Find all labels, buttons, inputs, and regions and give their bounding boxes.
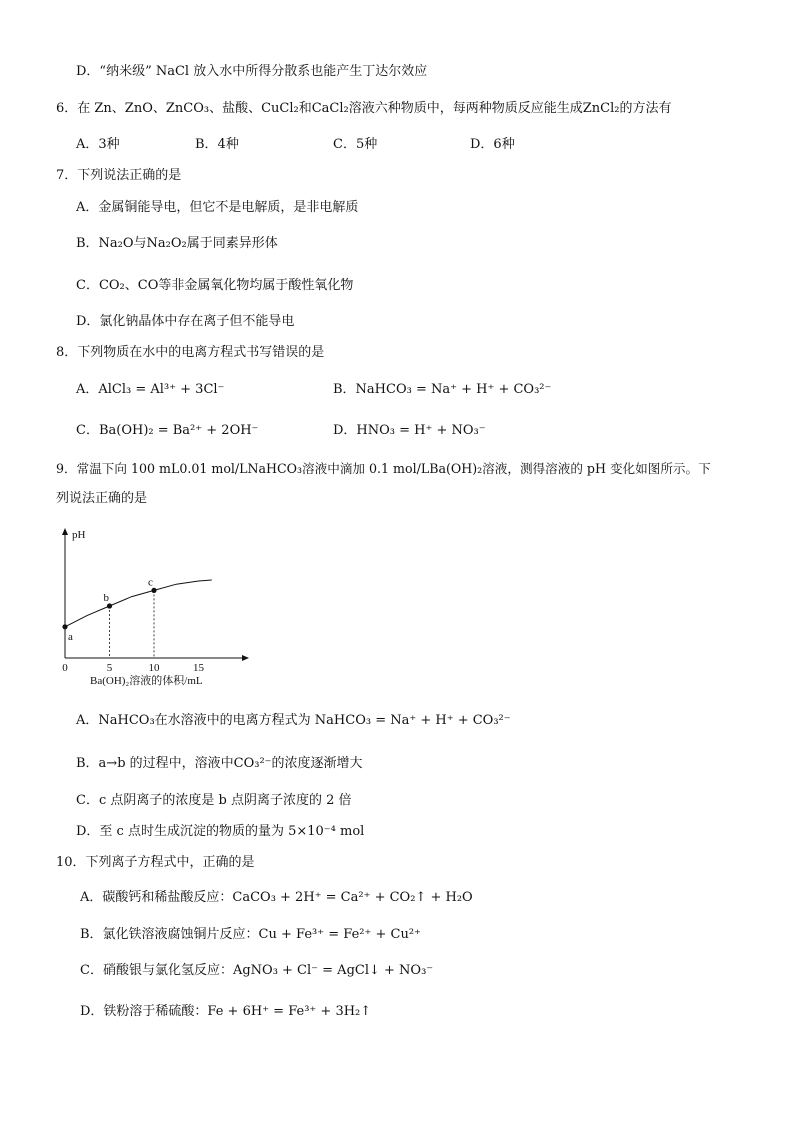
q9-option-c: C．c 点阴离子的浓度是 b 点阴离子浓度的 2 倍 bbox=[76, 793, 352, 808]
x-axis-label: Ba(OH)₂溶液的体积/mL bbox=[90, 675, 203, 687]
point-c bbox=[151, 588, 156, 593]
q8-option-d: D．HNO₃ = H⁺ + NO₃⁻ bbox=[333, 423, 486, 438]
point-label-a: a bbox=[68, 630, 73, 643]
point-label-b: b bbox=[103, 592, 109, 604]
q8-stem: 8．下列物质在水中的电离方程式书写错误的是 bbox=[56, 345, 325, 360]
point-label-c: c bbox=[148, 576, 153, 589]
q9-stem-line2: 列说法正确的是 bbox=[56, 491, 148, 506]
q9-stem-line1: 9．常温下向 100 mL0.01 mol/LNaHCO₃溶液中滴加 0.1 mol/LBa(OH)₂溶液，测得溶液的 pH 变化如图所示。下 bbox=[56, 461, 711, 476]
x-tick-label: 0 bbox=[62, 662, 68, 674]
q6-option-b: B．4种 bbox=[195, 137, 239, 152]
x-tick-label: 10 bbox=[148, 662, 160, 674]
q6-option-a: A．3种 bbox=[76, 137, 120, 152]
q5-option-d: D．“纳米级” NaCl 放入水中所得分散系也能产生丁达尔效应 bbox=[76, 64, 428, 79]
q7-option-b: B．Na₂O与Na₂O₂属于同素异形体 bbox=[76, 236, 278, 251]
q10-option-b: B．氯化铁溶液腐蚀铜片反应：Cu + Fe³⁺ = Fe²⁺ + Cu²⁺ bbox=[80, 927, 421, 942]
ph-curve bbox=[65, 580, 212, 627]
ph-titration-graph bbox=[56, 524, 266, 690]
q10-option-a: A．碳酸钙和稀盐酸反应：CaCO₃ + 2H⁺ = Ca²⁺ + CO₂↑ + H₂O bbox=[80, 890, 473, 905]
q10-stem: 10．下列离子方程式中，正确的是 bbox=[56, 855, 255, 870]
y-axis-label: pH bbox=[72, 529, 86, 541]
q9-option-d: D．至 c 点时生成沉淀的物质的量为 5×10⁻⁴ mol bbox=[76, 824, 365, 839]
q7-option-a: A．金属铜能导电，但它不是电解质，是非电解质 bbox=[76, 200, 359, 215]
q7-option-d: D．氯化钠晶体中存在离子但不能导电 bbox=[76, 314, 295, 329]
q8-option-c: C．Ba(OH)₂ = Ba²⁺ + 2OH⁻ bbox=[76, 423, 259, 438]
q7-option-c: C．CO₂、CO等非金属氧化物均属于酸性氧化物 bbox=[76, 278, 354, 293]
q7-stem: 7．下列说法正确的是 bbox=[56, 168, 182, 183]
point-b bbox=[107, 603, 112, 608]
q9-option-b: B．a→b 的过程中，溶液中CO₃²⁻的浓度逐渐增大 bbox=[76, 756, 363, 771]
x-tick-label: 5 bbox=[106, 662, 113, 674]
q6-option-c: C．5种 bbox=[333, 137, 378, 152]
q9-option-a: A．NaHCO₃在水溶液中的电离方程式为 NaHCO₃ = Na⁺ + H⁺ + CO₃²⁻ bbox=[76, 713, 511, 728]
q6-stem: 6．在 Zn、ZnO、ZnCO₃、盐酸、CuCl₂和CaCl₂溶液六种物质中，每两种物质反应能生成ZnCl₂的方法有 bbox=[56, 101, 672, 116]
x-tick-label: 15 bbox=[193, 662, 204, 674]
q8-option-b: B．NaHCO₃ = Na⁺ + H⁺ + CO₃²⁻ bbox=[333, 382, 552, 397]
point-a bbox=[62, 624, 67, 629]
q10-option-c: C．硝酸银与氯化氢反应：AgNO₃ + Cl⁻ = AgCl↓ + NO₃⁻ bbox=[80, 963, 434, 978]
q8-option-a: A．AlCl₃ = Al³⁺ + 3Cl⁻ bbox=[76, 382, 225, 397]
q10-option-d: D．铁粉溶于稀硫酸：Fe + 6H⁺ = Fe³⁺ + 3H₂↑ bbox=[80, 1004, 372, 1019]
q6-option-d: D．6种 bbox=[470, 137, 515, 152]
